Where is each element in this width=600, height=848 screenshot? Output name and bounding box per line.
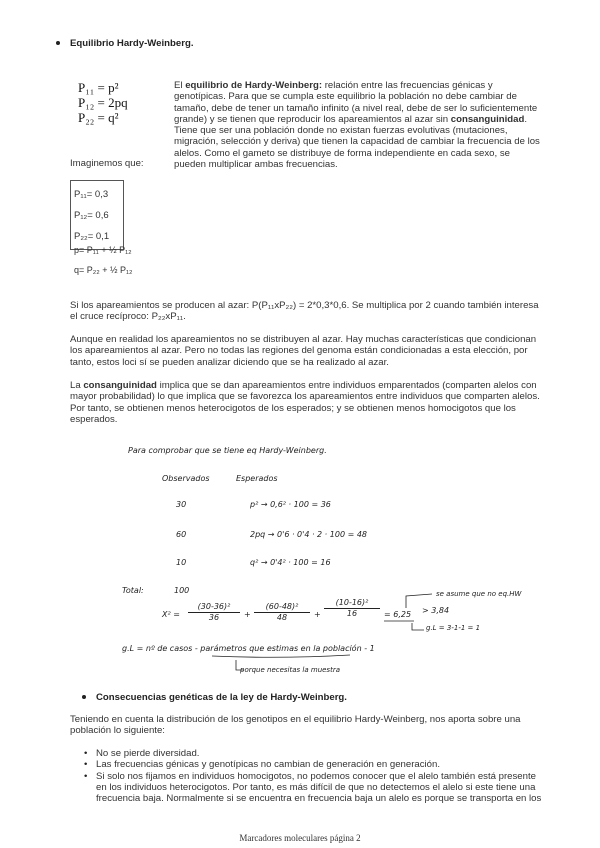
chi-term-2: (60-48)² 48 — [254, 602, 310, 622]
imaginemos-label: Imaginemos que: — [70, 158, 144, 169]
section2-intro: Teniendo en cuenta la distribución de los genotipos en el equilibrio Hardy-Weinberg, nos aporta sobre una población lo siguiente: — [70, 714, 521, 737]
total-value: 100 — [174, 586, 190, 595]
column-observados: Observados — [162, 474, 210, 483]
handwritten-title: Para comprobar que se tiene eq Hardy-Weinberg. — [128, 446, 327, 455]
critical-value: > 3,84 — [422, 606, 450, 615]
degrees-freedom-formula: g.L = nº de casos - parámetros que estimas en la población - 1 — [122, 644, 375, 653]
section-title: Equilibrio Hardy-Weinberg. — [70, 38, 194, 49]
hook-arrow-icon — [236, 660, 244, 670]
observed-value: 60 — [176, 530, 187, 539]
chi-term-1: (30-36)² 36 — [188, 602, 240, 622]
term-consanguinidad: consanguinidad — [450, 113, 525, 125]
formula-p12: P₁₂ = 2pq — [78, 95, 128, 110]
column-esperados: Esperados — [236, 474, 278, 483]
example-p12: P₁₂= 0,6 — [74, 210, 109, 221]
plus-sign: + — [314, 610, 321, 619]
formula-p22: P₂₂ = q² — [78, 110, 119, 125]
example-p22: P₂₂= 0,1 — [74, 231, 110, 242]
degrees-freedom-note: porque necesitas la muestra — [240, 666, 340, 674]
chi-square-lhs: X² = — [162, 610, 180, 619]
arrow-icon — [406, 594, 432, 608]
list-item: • No se pierde diversidad. — [82, 748, 548, 759]
degrees-freedom-small: g.L = 3-1-1 = 1 — [426, 624, 481, 632]
observed-value: 10 — [176, 558, 187, 567]
expected-value: 2pq → 0'6 · 0'4 · 2 · 100 = 48 — [250, 530, 368, 539]
term-consanguinidad-2: consanguinidad — [83, 380, 157, 391]
observed-value: 30 — [176, 500, 187, 509]
underline-stroke — [212, 655, 350, 657]
list-item: • Si solo nos fijamos en individuos homocigotos, no podemos conocer que el alelo también está presente en los individuos heterocigotos. Por tanto, es más difícil de que no detectemos el alelo si este tiene una frecuencia baja. Normalmente si se encuentra en frecuencia baja un alelo es porque se transporta en los — [82, 771, 548, 805]
reject-note: se asume que no eq.HW — [436, 590, 522, 598]
formula-p11: P₁₁ = p² — [78, 80, 119, 95]
total-label: Total: — [122, 586, 144, 595]
paragraph-consanguinidad: La consanguinidad implica que se dan apareamientos entre individuos emparentados (comparten alelos con mayor probabilidad) lo que implica que se favorezca los apareamientos entre individuos que comparten alelos. Por tanto, se obtienen menos heterocigotos de los esperados; y se obtienen menos homocigotos que los esperados. — [70, 380, 540, 425]
chi-term-3: (10-16)² 16 — [324, 598, 380, 618]
list-item: • Las frecuencias génicas y genotípicas no cambian de generación en generación. — [82, 759, 548, 770]
paragraph-realidad: Aunque en realidad los apareamientos no se distribuyen al azar. Hay muchas características que condicionan los apareamientos al azar. Pero no todas las regiones del genoma están condicionadas a esta elección, por tanto, estos loci sí se pueden analizar diciendo que se ha realizado al azar. — [70, 334, 537, 368]
page-footer: Marcadores moleculares página 2 — [239, 833, 361, 843]
section-title: Consecuencias genéticas de la ley de Hardy-Weinberg. — [96, 692, 347, 703]
term-hardy-weinberg: equilibrio de Hardy-Weinberg: — [185, 80, 323, 91]
chi-square-result: = 6,25 — [384, 610, 412, 619]
plus-sign: + — [244, 610, 251, 619]
paragraph-azar: Si los apareamientos se producen al azar: P(P₁₁xP₂₂) = 2*0,3*0,6. Se multiplica por 2 cuando también interesa el cruce recíproco: P₂₂xP₁₁. — [70, 300, 539, 323]
equation-q: q= P₂₂ + ½ P₁₂ — [74, 265, 133, 275]
example-p11: P₁₁= 0,3 — [74, 189, 109, 200]
expected-value: p² → 0,6² · 100 = 36 — [250, 500, 331, 509]
hook-arrow-icon — [412, 623, 424, 630]
expected-value: q² → 0'4² · 100 = 16 — [250, 558, 331, 567]
equation-p: p= P₁₁ + ½ P₁₂ — [74, 245, 132, 255]
intro-paragraph: El equilibrio de Hardy-Weinberg: relación entre las frecuencias génicas y genotípicas. Para que se cumpla este equilibrio la población no debe cambiar de tamaño, debe de tener un tamaño infinito (a nivel real, debe de ser lo suficientemente grande) y se tienen que reproducir los apareamientos al azar sin consanguinidad. Tiene que ser una población donde no existan fuerzas evolutivas (mutaciones, migración, selección y deriva) que tienen la capacidad de cambiar la frecuencia de los alelos. Como el gameto se distribuye de forma independiente en cada sexo, se pueden multiplicar ambas frecuencias. — [174, 80, 540, 171]
